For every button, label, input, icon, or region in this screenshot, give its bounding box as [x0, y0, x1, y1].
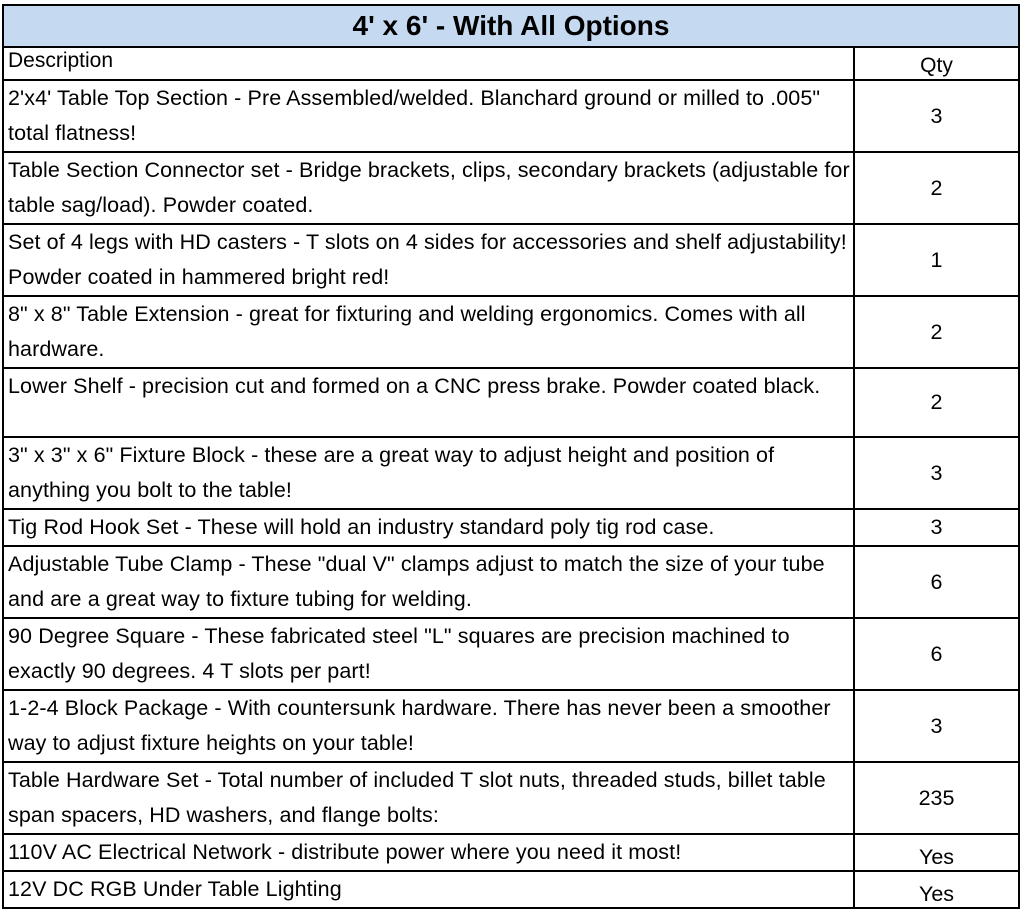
spec-sheet: [2, 4, 1018, 909]
table-title: 4' x 6' - With All Options: [3, 5, 1019, 47]
item-description: 3" x 3" x 6" Fixture Block - these are a great way to adjust height and position of anything you bolt to the table!: [3, 437, 854, 509]
item-qty: 6: [854, 546, 1019, 618]
item-description: 1-2-4 Block Package - With countersunk hardware. There has never been a smoother way to adjust fixture heights on your table!: [3, 690, 854, 762]
table-row: [3, 368, 1019, 437]
title-row: [3, 5, 1019, 47]
item-description: 90 Degree Square - These fabricated steel "L" squares are precision machined to exactly 90 degrees. 4 T slots per part!: [3, 618, 854, 690]
table-row: [3, 618, 1019, 690]
header-row: [3, 47, 1019, 80]
qty-column-header: Qty: [854, 47, 1019, 80]
table-row: [3, 509, 1019, 546]
options-table: [2, 4, 1020, 909]
item-description: 2'x4' Table Top Section - Pre Assembled/welded. Blanchard ground or milled to .005" total flatness!: [3, 80, 854, 152]
item-qty: Yes: [854, 834, 1019, 871]
table-row: [3, 296, 1019, 368]
item-description: 110V AC Electrical Network - distribute power where you need it most!: [3, 834, 854, 871]
item-qty: 3: [854, 509, 1019, 546]
item-qty: 3: [854, 80, 1019, 152]
item-qty: 2: [854, 152, 1019, 224]
item-qty: 6: [854, 618, 1019, 690]
item-qty: 3: [854, 437, 1019, 509]
item-description: Table Hardware Set - Total number of included T slot nuts, threaded studs, billet table span spacers, HD washers, and flange bolts:: [3, 762, 854, 834]
item-description: 8" x 8" Table Extension - great for fixturing and welding ergonomics. Comes with all hardware.: [3, 296, 854, 368]
table-row: [3, 224, 1019, 296]
item-qty: 1: [854, 224, 1019, 296]
item-qty: 2: [854, 296, 1019, 368]
item-qty: 3: [854, 690, 1019, 762]
table-row: [3, 546, 1019, 618]
item-description: Lower Shelf - precision cut and formed on a CNC press brake. Powder coated black.: [3, 368, 854, 437]
item-qty: 235: [854, 762, 1019, 834]
item-qty: Yes: [854, 871, 1019, 908]
item-description: Adjustable Tube Clamp - These "dual V" clamps adjust to match the size of your tube and are a great way to fixture tubing for welding.: [3, 546, 854, 618]
table-row: [3, 80, 1019, 152]
item-description: Table Section Connector set - Bridge brackets, clips, secondary brackets (adjustable for table sag/load). Powder coated.: [3, 152, 854, 224]
table-row: [3, 762, 1019, 834]
table-row: [3, 437, 1019, 509]
item-description: Set of 4 legs with HD casters - T slots on 4 sides for accessories and shelf adjustability! Powder coated in hammered bright red!: [3, 224, 854, 296]
table-row: [3, 690, 1019, 762]
table-row: [3, 871, 1019, 908]
table-row: [3, 834, 1019, 871]
table-row: [3, 152, 1019, 224]
item-qty: 2: [854, 368, 1019, 437]
description-column-header: Description: [3, 47, 854, 80]
item-description: Tig Rod Hook Set - These will hold an industry standard poly tig rod case.: [3, 509, 854, 546]
item-description: 12V DC RGB Under Table Lighting: [3, 871, 854, 908]
